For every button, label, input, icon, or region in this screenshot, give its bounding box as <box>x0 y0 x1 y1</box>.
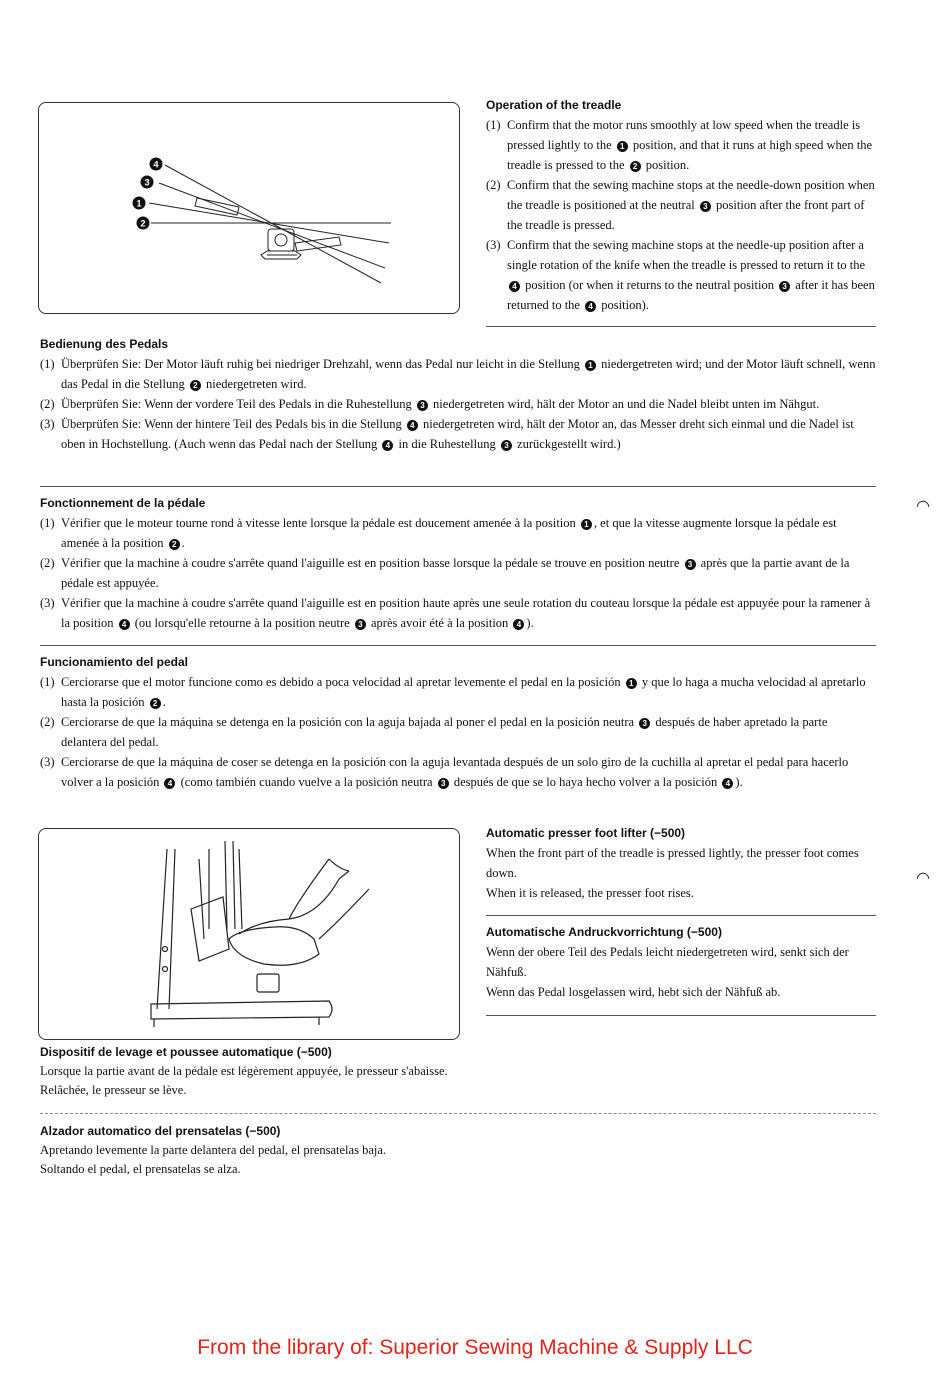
position-number-icon: 2 <box>190 380 201 391</box>
position-number-icon: 4 <box>722 778 733 789</box>
divider <box>486 1015 876 1016</box>
presser-foot-diagram-frame <box>38 828 460 1040</box>
position-number-icon: 1 <box>617 141 628 152</box>
item-text: Confirm that the sewing machine stops at the needle-up position after a single rotation of the knife when the treadle is pressed to return it to the 4 position (or when it returns to the neutral position 3 after it has been returned to the 4 position). <box>507 238 875 312</box>
item-text: Confirm that the motor runs smoothly at low speed when the treadle is pressed lightly to the 1 position, and that it runs at high speed when the treadle is pressed to the 2 position. <box>507 118 872 172</box>
de-treadle-items <box>40 354 876 454</box>
fr-presser-title: Dispositif de levage et poussee automatique (−500) <box>40 1045 332 1059</box>
position-label-4: 4 <box>153 159 159 170</box>
position-number-icon: 3 <box>417 400 428 411</box>
item-number: (2) <box>40 556 55 570</box>
item-text: Confirm that the sewing machine stops at the needle-down position when the treadle is positioned at the neutral 3 position after the front part of the treadle is pressed. <box>507 178 875 232</box>
item-text: Überprüfen Sie: Wenn der vordere Teil des Pedals in die Ruhestellung 3 niedergetreten wird, hält der Motor an und die Nadel bleibt unten im Nähgut. <box>61 397 820 411</box>
position-number-icon: 4 <box>382 440 393 451</box>
position-number-icon: 3 <box>700 201 711 212</box>
position-number-icon: 2 <box>150 698 161 709</box>
list-item <box>486 175 876 235</box>
list-item <box>40 553 876 593</box>
list-item <box>40 414 876 454</box>
position-number-icon: 1 <box>626 678 637 689</box>
item-number: (1) <box>40 675 55 689</box>
es-treadle-items <box>40 672 876 792</box>
item-number: (3) <box>40 596 55 610</box>
item-text: Vérifier que la machine à coudre s'arrête quand l'aiguille est en position basse lorsque la pédale se trouve en position neutre 3 après que la partie avant de la pédale est appuyée. <box>61 556 850 590</box>
de-presser-section <box>486 925 876 1002</box>
de-presser-line-1: Wenn der obere Teil des Pedals leicht niedergetreten wird, senkt sich der Nähfuß. <box>486 945 849 979</box>
en-presser-line-2: When it is released, the presser foot rises. <box>486 886 694 900</box>
item-text: Vérifier que le moteur tourne rond à vitesse lente lorsque la pédale est doucement amenée à la position 1 , et que la vitesse augmente lorsque la pédale est amenée à la position 2 . <box>61 516 837 550</box>
divider <box>40 645 876 646</box>
position-number-icon: 4 <box>585 301 596 312</box>
position-number-icon: 3 <box>685 559 696 570</box>
scan-mark-icon: ◠ <box>916 498 930 515</box>
position-number-icon: 1 <box>585 360 596 371</box>
de-presser-title: Automatische Andruckvorrichtung (−500) <box>486 925 722 939</box>
position-label-1: 1 <box>136 198 142 209</box>
en-presser-line-1: When the front part of the treadle is pressed lightly, the presser foot comes down. <box>486 846 859 880</box>
es-presser-section <box>40 1124 640 1179</box>
position-number-icon: 3 <box>438 778 449 789</box>
fr-treadle-items <box>40 513 876 633</box>
treadle-positions-diagram <box>39 103 459 313</box>
position-number-icon: 3 <box>639 718 650 729</box>
scan-mark-icon: ◠ <box>916 870 930 887</box>
list-item <box>40 752 876 792</box>
fr-treadle-section <box>40 496 876 633</box>
es-presser-line-2: Soltando el pedal, el prensatelas se alza. <box>40 1162 241 1176</box>
es-presser-line-1: Apretando levemente la parte delantera del pedal, el prensatelas baja. <box>40 1143 387 1157</box>
position-number-icon: 4 <box>509 281 520 292</box>
en-presser-title: Automatic presser foot lifter (−500) <box>486 826 686 840</box>
position-label-2: 2 <box>140 218 146 229</box>
item-text: Cerciorarse que el motor funcione como es debido a poca velocidad al apretar levemente el pedal en la posición 1 y que lo haga a mucha velocidad al apretarlo hasta la posición 2 . <box>61 675 866 709</box>
de-presser-line-2: Wenn das Pedal losgelassen wird, hebt sich der Nähfuß ab. <box>486 985 781 999</box>
item-number: (2) <box>486 178 501 192</box>
fr-presser-line-1: Lorsque la partie avant de la pédale est légèrement appuyée, le presseur s'abaisse. <box>40 1064 448 1078</box>
fr-treadle-title: Fonctionnement de la pédale <box>40 496 206 510</box>
position-number-icon: 3 <box>501 440 512 451</box>
list-item <box>40 394 876 414</box>
es-treadle-section <box>40 655 876 792</box>
item-text: Cerciorarse de que la máquina de coser se detenga en la posición con la aguja levantada después de un solo giro de la cuchilla al apretar el pedal para hacerlo volver a la posición 4 (como también cuando vuelve a la posición neutra 3 después de que se lo haya hecho volver a la posición 4 ). <box>61 755 849 789</box>
item-text: Vérifier que la machine à coudre s'arrête quand l'aiguille est en position haute après une seule rotation du couteau lorsque la pédale est appuyée pour la ramener à la position 4 (ou lorsqu'elle retourne à la position neutre 3 après avoir été à la position 4 ). <box>61 596 871 630</box>
fr-presser-section <box>40 1045 640 1100</box>
list-item <box>40 593 876 633</box>
item-number: (3) <box>486 238 501 252</box>
list-item <box>486 115 876 175</box>
position-number-icon: 1 <box>581 519 592 530</box>
divider <box>486 915 876 916</box>
de-treadle-section <box>40 337 876 454</box>
item-number: (1) <box>40 516 55 530</box>
item-number: (3) <box>40 417 55 431</box>
foot-on-pedal-illustration <box>39 829 459 1039</box>
list-item <box>486 235 876 315</box>
de-treadle-title: Bedienung des Pedals <box>40 337 169 351</box>
item-text: Cerciorarse de que la máquina se detenga en la posición con la aguja bajada al poner el pedal en la posición neutra 3 después de haber apretado la parte delantera del pedal. <box>61 715 828 749</box>
es-treadle-title: Funcionamiento del pedal <box>40 655 189 669</box>
divider <box>40 1113 876 1114</box>
item-number: (1) <box>40 357 55 371</box>
list-item <box>40 354 876 394</box>
item-number: (3) <box>40 755 55 769</box>
list-item <box>40 672 876 712</box>
en-treadle-title: Operation of the treadle <box>486 98 622 112</box>
item-text: Überprüfen Sie: Wenn der hintere Teil des Pedals bis in die Stellung 4 niedergetreten wird, hält der Motor an, das Messer dreht sich einmal und die Nadel ist oben in Hochstellung. (Auch wenn das Pedal nach der Stellung 4 in die Ruhestellung 3 zurückgestellt wird.) <box>61 417 854 451</box>
divider <box>40 486 876 487</box>
position-labels <box>133 158 163 230</box>
en-treadle-section <box>486 98 876 315</box>
position-label-3: 3 <box>144 177 150 188</box>
en-treadle-items <box>486 115 876 315</box>
divider <box>486 326 876 327</box>
position-number-icon: 4 <box>119 619 130 630</box>
position-number-icon: 4 <box>164 778 175 789</box>
fr-presser-line-2: Relâchée, le presseur se lève. <box>40 1083 187 1097</box>
en-presser-section <box>486 826 876 903</box>
item-text: Überprüfen Sie: Der Motor läuft ruhig bei niedriger Drehzahl, wenn das Pedal nur leicht in die Stellung 1 niedergetreten wird; und der Motor läuft schnell, wenn das Pedal in die Stellung 2 niedergetreten wird. <box>61 357 876 391</box>
position-number-icon: 2 <box>169 539 180 550</box>
treadle-diagram-frame <box>38 102 460 314</box>
position-number-icon: 4 <box>407 420 418 431</box>
es-presser-title: Alzador automatico del prensatelas (−500) <box>40 1124 281 1138</box>
position-number-icon: 4 <box>513 619 524 630</box>
item-number: (1) <box>486 118 501 132</box>
item-number: (2) <box>40 397 55 411</box>
position-number-icon: 3 <box>779 281 790 292</box>
position-number-icon: 2 <box>630 161 641 172</box>
list-item <box>40 513 876 553</box>
list-item <box>40 712 876 752</box>
position-number-icon: 3 <box>355 619 366 630</box>
item-number: (2) <box>40 715 55 729</box>
library-footer: From the library of: Superior Sewing Machine & Supply LLC <box>197 1336 753 1359</box>
